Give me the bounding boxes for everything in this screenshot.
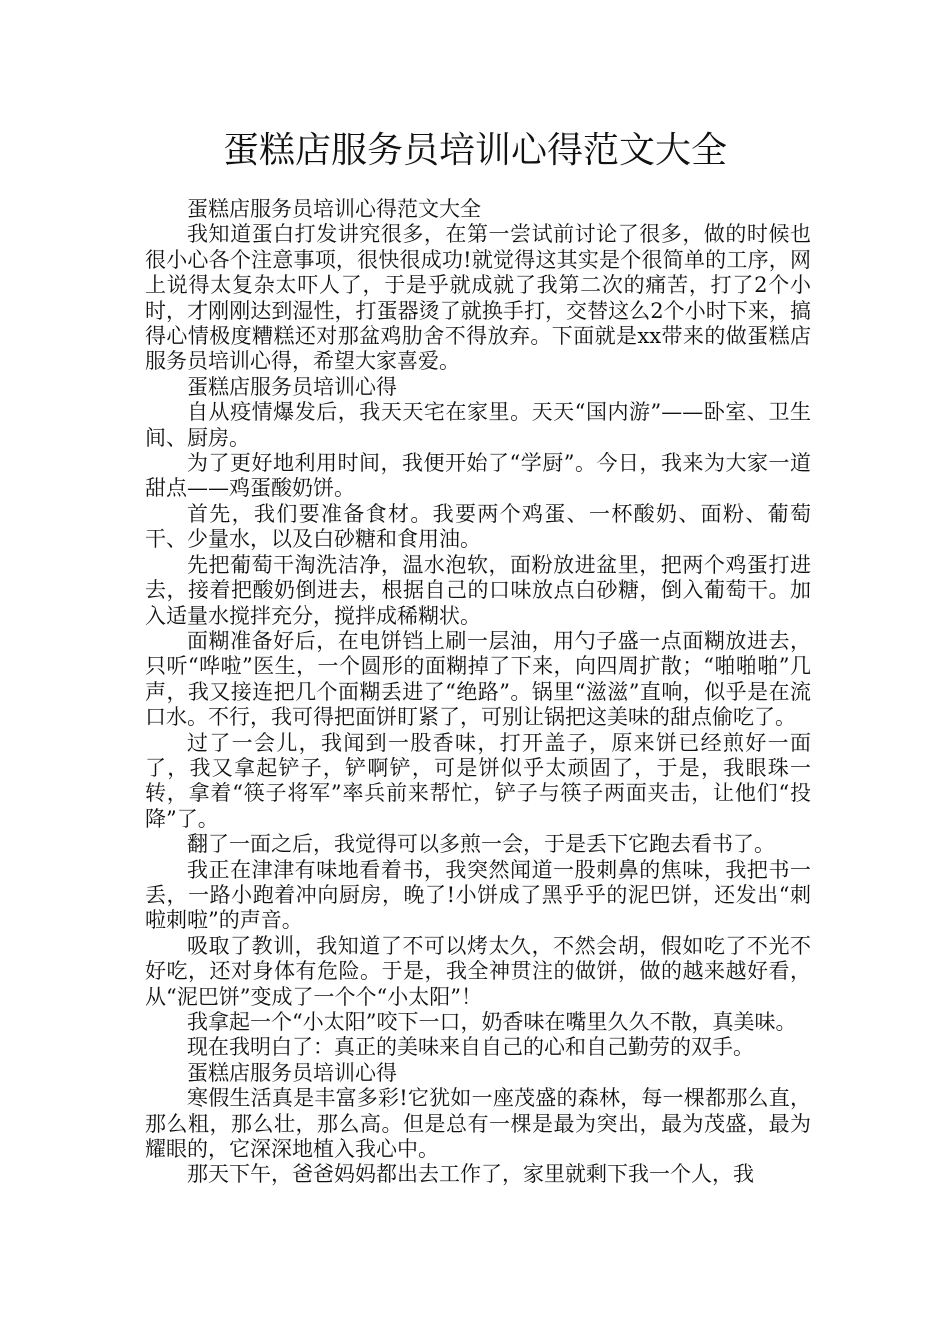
paragraph: 面糊准备好后，在电饼铛上刷一层油，用勺子盛一点面糊放进去，只听“哗啦”医生，一个圆形的面糊掉了下来，向四周扩散；“啪啪啪”几声，我又接连把几个面糊丢进了“绝路”。锅里“滋滋”直响，似乎是在流口水。不行，我可得把面饼盯紧了，可别让锅把这美味的甜点偷吃了。 — [145, 628, 811, 730]
paragraph: 寒假生活真是丰富多彩!它犹如一座茂盛的森林，每一棵都那么直，那么粗，那么壮，那么高。但是总有一棵是最为突出，最为茂盛，最为耀眼的，它深深地植入我心中。 — [145, 1086, 811, 1162]
paragraph: 先把葡萄干淘洗洁净，温水泡软，面粉放进盆里，把两个鸡蛋打进去，接着把酸奶倒进去，根据自己的口味放点白砂糖，倒入葡萄干。加入适量水搅拌充分，搅拌成稀糊状。 — [145, 552, 811, 628]
document-title: 蛋糕店服务员培训心得范文大全 — [222, 130, 727, 171]
paragraph: 首先，我们要准备食材。我要两个鸡蛋、一杯酸奶、面粉、葡萄干、少量水，以及白砂糖和食用油。 — [145, 501, 811, 552]
paragraph: 吸取了教训，我知道了不可以烤太久，不然会胡，假如吃了不光不好吃，还对身体有危险。于是，我全神贯注的做饼，做的越来越好看，从“泥巴饼”变成了一个个“小太阳”！ — [145, 933, 811, 1009]
section-heading: 蛋糕店服务员培训心得 — [187, 374, 397, 399]
paragraph: 我拿起一个“小太阳”咬下一口，奶香味在嘴里久久不散，真美味。 — [187, 1010, 797, 1034]
paragraph: 我正在津津有味地看着书，我突然闻道一股刺鼻的焦味，我把书一丢，一路小跑着冲向厨房，晚了!小饼成了黑乎乎的泥巴饼，还发出“刺啦刺啦”的声音。 — [145, 857, 811, 933]
document-body — [145, 197, 811, 1188]
paragraph: 翻了一面之后，我觉得可以多煎一会，于是丢下它跑去看书了。 — [187, 832, 775, 857]
paragraph: 那天下午，爸爸妈妈都出去工作了，家里就剩下我一个人，我 — [187, 1162, 754, 1187]
paragraph-subtitle: 蛋糕店服务员培训心得范文大全 — [187, 197, 481, 221]
paragraph: 现在我明白了：真正的美味来自自己的心和自己勤劳的双手。 — [187, 1035, 754, 1060]
paragraph: 自从疫情爆发后，我天天宅在家里。天天“国内游”——卧室、卫生间、厨房。 — [145, 400, 811, 450]
paragraph-intro: 我知道蛋白打发讲究很多，在第一尝试前讨论了很多，做的时候也很小心各个注意事项，很快很成功!就觉得这其实是个很简单的工序，网上说得太复杂太吓人了，于是乎就成就了我第二次的痛苦，打了2个小时，才刚刚达到湿性，打蛋器烫了就换手打，交替这么2个小时下来，搞得心情极度糟糕还对那盆鸡肋舍不得放弃。下面就是xx带来的做蛋糕店服务员培训心得，希望大家喜爱。 — [145, 222, 811, 374]
paragraph: 为了更好地利用时间，我便开始了“学厨”。今日，我来为大家一道甜点——鸡蛋酸奶饼。 — [145, 451, 811, 501]
section-heading: 蛋糕店服务员培训心得 — [187, 1060, 397, 1085]
paragraph: 过了一会儿，我闻到一股香味，打开盖子，原来饼已经煎好一面了，我又拿起铲子，铲啊铲，可是饼似乎太顽固了，于是，我眼珠一转，拿着“筷子将军”率兵前来帮忙，铲子与筷子两面夹击，让他们“投降”了。 — [145, 730, 811, 831]
